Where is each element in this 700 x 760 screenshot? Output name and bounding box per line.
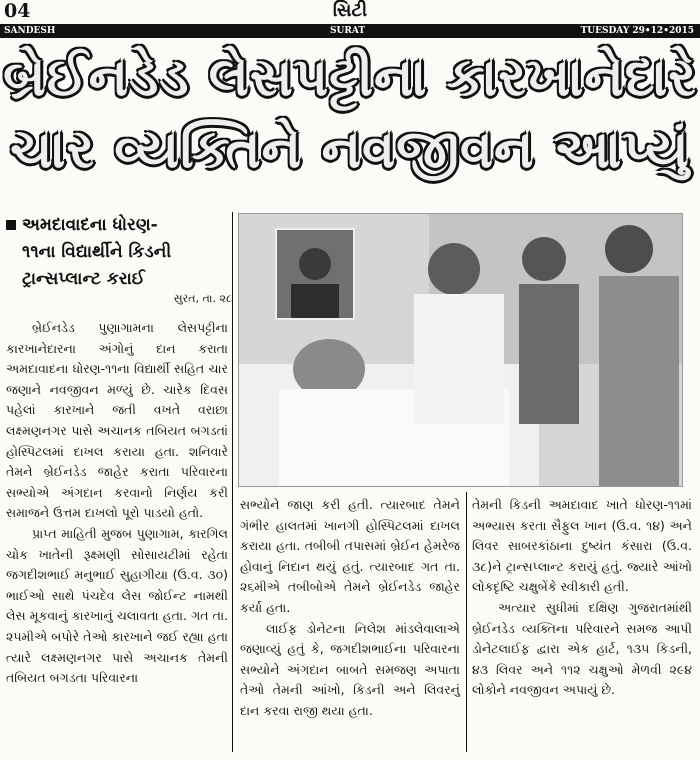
paragraph: બ્રેઈનડેડ પુણાગામના લેસપટ્ટીના કારખાનેદારના અંગોનું દાન કરાતા અમદાવાદના ધોરણ-૧૧ના વિદ્યાર્થી સહિત ચાર જણાને નવજીવન મળ્યું છે. ચારેક દિવસ પહેલાં કારખાને જતી વખતે વરાછા લક્ષ્મણનગર પાસે અચાનક તબિયત બગડતાં હોસ્પિટલમાં દાખલ કરાયા હતા. શનિવારે તેમને બ્રેઈનડેડ જાહેર કરાતા પરિવારના સભ્યોએ અંગદાન કરવાનો નિર્ણય કરી સમાજને ઉત્તમ દાખલો પૂરો પાડયો હતો. (6, 320, 228, 521)
hospital-photo (238, 213, 683, 487)
masthead (0, 0, 700, 24)
subheadline (6, 212, 230, 293)
deck-line-1: અમદાવાદના ધોરણ- (22, 215, 158, 235)
headline-line-1: બ્રેઈનડેડ લેસપટ્ટીના કારખાનેદારે (3, 47, 697, 108)
article-column-2 (240, 495, 460, 722)
headline (0, 42, 700, 186)
paragraph: પ્રાપ્ત માહિતી મુજબ પુણાગામ, કારગિલ ચોક ખાતેની રૂક્ષ્મણી સોસાયટીમાં રહેતા જગદીશભાઈ મનુભાઈ સુહાગીયા (ઉ.વ. ૩૦) ભાઈઓ સાથે પંચદેવ લેસ જોઈન્ટ નામથી લેસ મૂકવાનું કારખાનું ચલાવતા હતા. ગત તા. ૨૫મીએ બપોરે તેઓ કારખાને જઈ રહ્યા હતા ત્યારે લક્ષ્મણનગર પાસે અચાનક તેમની તબિયત બગડતા પરિવારના (6, 525, 228, 686)
article-column-3 (472, 495, 692, 701)
issue-date: TUESDAY 29•12•2015 (580, 26, 694, 36)
deck-line-3: ટ્રાન્સપ્લાન્ટ કરાઈ (22, 269, 145, 289)
article-column-1 (6, 318, 228, 689)
portrait-image (277, 230, 353, 318)
column-rule (466, 492, 467, 752)
paragraph: અત્યાર સુધીમાં દક્ષિણ ગુજરાતમાંથી બ્રેઈનડેડ વ્યક્તિના પરિવારને સમજ આપી ડોનેટલાઈફ દ્વારા એક હાર્ટ, ૧૩૫ કિડની, ૪૩ લિવર અને ૧૧૨ ચક્ષુઓ મેળવી ૨૯૪ લોકોને નવજીવન અપાયું છે. (472, 599, 692, 698)
column-rule (232, 212, 233, 752)
edition-city: SURAT (330, 26, 366, 36)
paragraph: લાઈફ ડોનેટના નિલેશ માંડલેવાલાએ જણાવ્યું હતું કે, જગદીશભાઈના પરિવારના સભ્યોને અંગદાન બાબતે સમજણ અપાતા તેઓ તેમની આંખો, કિડની અને લિવરનું દાન કરવા રાજી થયા હતા. (240, 620, 460, 718)
paper-name: SANDESH (4, 26, 56, 36)
section-name: સિટી (332, 0, 368, 21)
paragraph: તેમની કિડની અમદાવાદ ખાતે ધોરણ-૧૧માં અભ્યાસ કરતા સૈફુલ ખાન (ઉ.વ. ૧૪) અને લિવર સાબરકાંઠાના દુષ્યંત કંસારા (ઉ.વ. ૩૮)ને ટ્રાન્સપ્લાન્ટ કરાયું હતું. જ્યારે આંખો લોકદૃષ્ટિ ચક્ષુબેંકે સ્વીકારી હતી. (472, 497, 692, 595)
inset-portrait (275, 228, 355, 320)
masthead-bar (0, 24, 700, 38)
page-number: 04 (4, 0, 31, 22)
paragraph: સભ્યોને જાણ કરી હતી. ત્યારબાદ તેમને ગંભીર હાલતમાં ખાનગી હોસ્પિટલમાં દાખલ કરાયા હતા. તબીબી તપાસમાં બ્રેઈન હેમરેજ હોવાનું નિદાન થયું હતું. ત્યારબાદ ગત તા. ૨૬મીએ તબીબોએ તેમને બ્રેઈનડેડ જાહેર કર્યા હતા. (240, 497, 460, 615)
deck-line-2: ૧૧ના વિદ્યાર્થીને કિડની (22, 242, 172, 262)
bullet-square-icon (6, 220, 16, 230)
dateline: સુરત, તા. ૨૮ (173, 292, 232, 305)
headline-line-2: ચાર વ્યક્તિને નવજીવન આપ્યું (10, 119, 690, 180)
